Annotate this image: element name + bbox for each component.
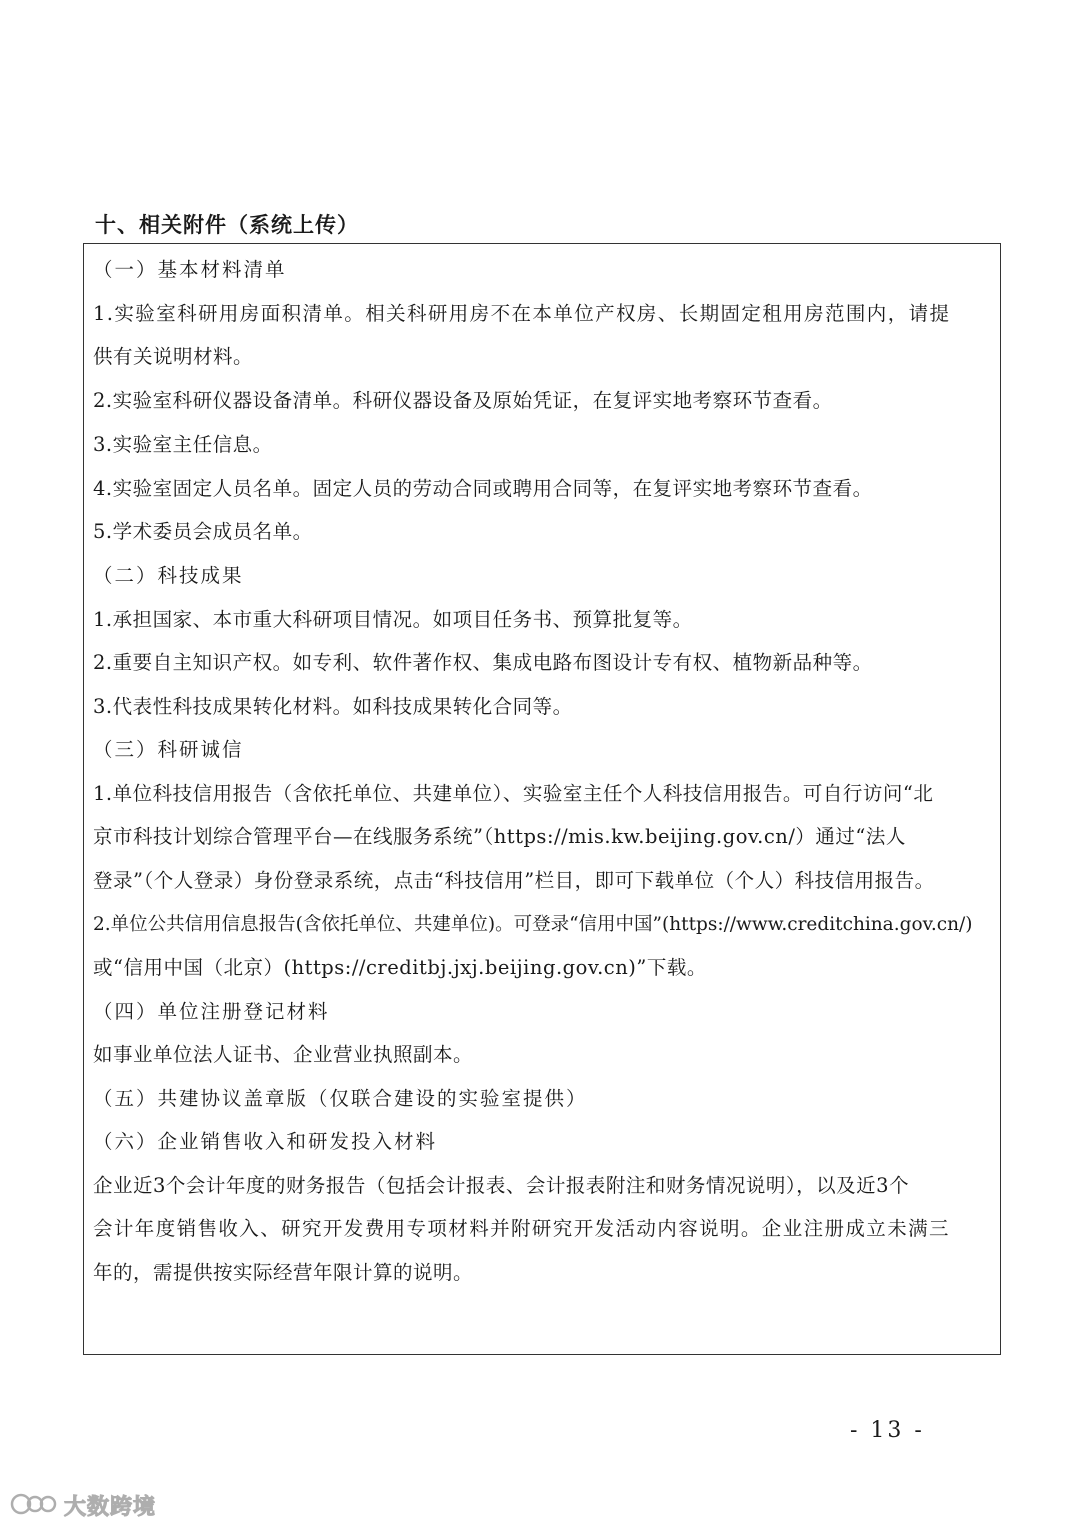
list-item: 4.实验室固定人员名单。固定人员的劳动合同或聘用合同等，在复评实地考察环节查看。 <box>93 477 873 500</box>
list-item: 登录”（个人登录）身份登录系统，点击“科技信用”栏目，即可下载单位（个人）科技信用报告。 <box>93 869 935 892</box>
heading-achievements: （二）科技成果 <box>93 564 244 587</box>
heading-basic-materials: （一）基本材料清单 <box>93 258 287 281</box>
heading-integrity: （三）科研诚信 <box>93 738 244 761</box>
list-item: 2.单位公共信用信息报告(含依托单位、共建单位)。可登录“信用中国”(https://www.creditchina.gov.cn/) <box>93 914 973 935</box>
watermark <box>10 1490 156 1521</box>
heading-cooperation-agreement: （五）共建协议盖章版（仅联合建设的实验室提供） <box>93 1087 588 1110</box>
brand-logo-icon <box>10 1491 58 1521</box>
list-item: 1.单位科技信用报告（含依托单位、共建单位）、实验室主任个人科技信用报告。可自行访问“北 <box>93 782 934 805</box>
list-item: 企业近3个会计年度的财务报告（包括会计报表、会计报表附注和财务情况说明），以及近3个 <box>93 1174 910 1197</box>
list-item: 5.学术委员会成员名单。 <box>93 520 313 543</box>
list-item: 3.实验室主任信息。 <box>93 433 273 456</box>
list-item: 3.代表性科技成果转化材料。如科技成果转化合同等。 <box>93 695 573 718</box>
section-title: 十、相关附件（系统上传） <box>95 213 359 237</box>
list-item: 会计年度销售收入、研究开发费用专项材料并附研究开发活动内容说明。企业注册成立未满三 <box>93 1217 950 1240</box>
heading-registration: （四）单位注册登记材料 <box>93 1000 330 1023</box>
watermark-text: 大数跨境 <box>64 1495 157 1520</box>
list-item: 或“信用中国（北京）(https://creditbj.jxj.beijing.gov.cn)”下载。 <box>93 956 707 979</box>
heading-sales-rd: （六）企业销售收入和研发投入材料 <box>93 1130 438 1153</box>
list-item: 如事业单位法人证书、企业营业执照副本。 <box>93 1043 474 1066</box>
list-item: 供有关说明材料。 <box>93 345 254 368</box>
list-item: 京市科技计划综合管理平台—在线服务系统”（https://mis.kw.beijing.gov.cn/）通过“法人 <box>93 825 906 848</box>
list-item: 2.实验室科研仪器设备清单。科研仪器设备及原始凭证，在复评实地考察环节查看。 <box>93 389 833 412</box>
list-item: 1.实验室科研用房面积清单。相关科研用房不在本单位产权房、长期固定租用房范围内，请提 <box>93 302 951 325</box>
list-item: 年的，需提供按实际经营年限计算的说明。 <box>93 1261 474 1284</box>
list-item: 1.承担国家、本市重大科研项目情况。如项目任务书、预算批复等。 <box>93 608 693 631</box>
list-item: 2.重要自主知识产权。如专利、软件著作权、集成电路布图设计专有权、植物新品种等。 <box>93 651 873 674</box>
page-number: - 13 - <box>850 1418 925 1443</box>
